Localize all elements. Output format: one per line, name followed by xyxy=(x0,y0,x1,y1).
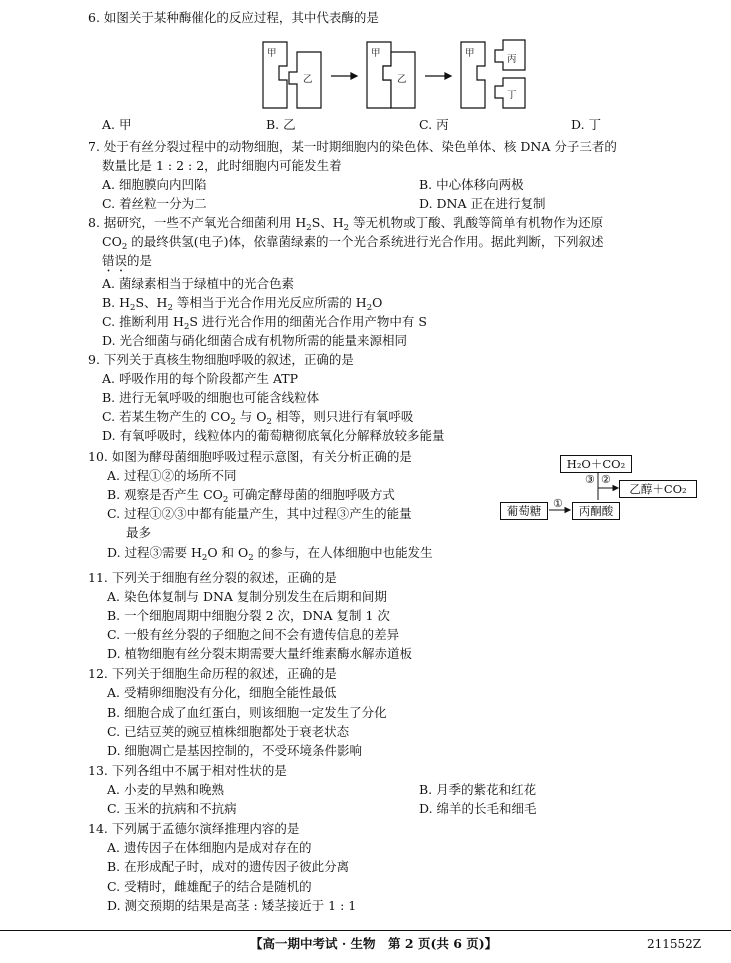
q12-stem: 12. 下列关于细胞生命历程的叙述，正确的是 xyxy=(88,666,337,681)
q12-option-d: D. 细胞凋亡是基因控制的，不受环境条件影响 xyxy=(107,743,363,758)
q7-option-d: D. DNA 正在进行复制 xyxy=(419,196,546,211)
q7-option-a: A. 细胞膜向内凹陷 xyxy=(102,177,207,192)
q13-option-d: D. 绵羊的长毛和细毛 xyxy=(419,801,537,816)
glucose-box: 葡萄糖 xyxy=(500,502,548,520)
q13-option-b: B. 月季的紫花和红花 xyxy=(419,782,537,797)
q9-option-c: C. 若某生物产生的 $CO_2$ 与 $O_2$ 相等，则只进行有氧呼吸 xyxy=(102,409,414,427)
q8-stem-line2: $CO_2$ 的最终供氢(电子)体，依靠菌绿素的一个光合系统进行光合作用。据此判断，下列叙述 xyxy=(102,234,604,252)
q9-option-a: A. 呼吸作用的每个阶段都产生 ATP xyxy=(102,371,299,386)
fig-label-jia: 甲 xyxy=(267,48,277,59)
q6-option-a: A. 甲 xyxy=(102,117,132,132)
q14-option-c: C. 受精时，雌雄配子的结合是随机的 xyxy=(107,879,312,894)
q7-stem-line2: 数量比是 1 : 2 : 2，此时细胞内可能发生着 xyxy=(102,158,342,173)
footer-code: 211552Z xyxy=(647,937,702,951)
q7-option-b: B. 中心体移向两极 xyxy=(419,177,524,192)
q10-option-a: A. 过程①②的场所不同 xyxy=(107,468,237,483)
q7-option-c: C. 着丝粒一分为二 xyxy=(102,196,207,211)
q13-option-c: C. 玉米的抗病和不抗病 xyxy=(107,801,237,816)
q10-option-c-line2: 最多 xyxy=(126,525,152,540)
q8-option-a: A. 菌绿素相当于绿植中的光合色素 xyxy=(102,276,294,291)
q11-option-b: B. 一个细胞周期中细胞分裂 2 次，DNA 复制 1 次 xyxy=(107,608,390,623)
q13-option-a: A. 小麦的早熟和晚熟 xyxy=(107,782,224,797)
q10-option-d: D. 过程③需要 $H_2O$ 和 $O_2$ 的参与，在人体细胞中也能发生 xyxy=(107,545,433,563)
fig-label-yi: 乙 xyxy=(303,74,313,85)
q9-option-d: D. 有氧呼吸时，线粒体内的葡萄糖彻底氧化分解释放较多能量 xyxy=(102,428,445,443)
q14-stem: 14. 下列属于孟德尔演绎推理内容的是 xyxy=(88,821,300,836)
q10-option-b: B. 观察是否产生 $CO_2$ 可确定酵母菌的细胞呼吸方式 xyxy=(107,487,395,505)
process-1-label: ① xyxy=(553,497,563,510)
q11-stem: 11. 下列关于细胞有丝分裂的叙述，正确的是 xyxy=(88,570,337,585)
q14-option-d: D. 测交预期的结果是高茎 : 矮茎接近于 1 : 1 xyxy=(107,898,357,913)
process-2-label: ② xyxy=(601,473,611,486)
q6-stem: 6. 如图关于某种酶催化的反应过程，其中代表酶的是 xyxy=(88,10,379,25)
q11-option-c: C. 一般有丝分裂的子细胞之间不会有遗传信息的差异 xyxy=(107,627,400,642)
fig-label-jia-2: 甲 xyxy=(371,48,381,59)
q11-option-d: D. 植物细胞有丝分裂末期需要大量纤维素酶水解赤道板 xyxy=(107,646,413,661)
q8-option-d: D. 光合细菌与硝化细菌合成有机物所需的能量来源相同 xyxy=(102,333,408,348)
h2o-co2-box: H₂O＋CO₂ xyxy=(560,455,632,473)
q7-stem-line1: 7. 处于有丝分裂过程中的动物细胞，某一时期细胞内的染色体、染色单体、核 DNA 分子三者的 xyxy=(88,139,617,154)
fig-label-jia-3: 甲 xyxy=(465,48,475,59)
q6-option-d: D. 丁 xyxy=(571,117,602,132)
q12-option-c: C. 已结豆荚的豌豆植株细胞都处于衰老状态 xyxy=(107,724,350,739)
q8-stem-line1: 8. 据研究，一些不产氧光合细菌利用 $H_2S$、$H_2$ 等无机物或丁酸、乳酸等简单有机物作为还原 xyxy=(88,215,604,233)
pyruvate-box: 丙酮酸 xyxy=(572,502,620,520)
fig-label-bing: 丙 xyxy=(507,54,517,65)
process-3-label: ③ xyxy=(585,473,595,486)
q12-option-b: B. 细胞合成了血红蛋白，则该细胞一定发生了分化 xyxy=(107,705,387,720)
q13-stem: 13. 下列各组中不属于相对性状的是 xyxy=(88,763,287,778)
q6-option-c: C. 丙 xyxy=(419,117,449,132)
fig-label-yi-2: 乙 xyxy=(397,74,407,85)
q9-option-b: B. 进行无氧呼吸的细胞也可能含线粒体 xyxy=(102,390,320,405)
q8-option-b: B. $H_2S$、$H_2$ 等相当于光合作用光反应所需的 $H_2O$ xyxy=(102,295,383,313)
footer-rule xyxy=(0,930,731,931)
fig-label-ding: 丁 xyxy=(507,90,517,101)
q12-option-a: A. 受精卵细胞没有分化，细胞全能性最低 xyxy=(107,685,337,700)
enzyme-reaction-figure xyxy=(255,36,545,116)
q11-option-a: A. 染色体复制与 DNA 复制分别发生在后期和间期 xyxy=(107,589,387,604)
q10-option-c-line1: C. 过程①②③中都有能量产生，其中过程③产生的能量 xyxy=(107,506,412,521)
q14-option-a: A. 遗传因子在体细胞内是成对存在的 xyxy=(107,840,312,855)
q8-option-c: C. 推断利用 $H_2S$ 进行光合作用的细菌光合作用产物中有 S xyxy=(102,314,427,332)
q8-stem-line3: 错误的是 xyxy=(102,253,153,268)
ethanol-co2-box: 乙醇＋CO₂ xyxy=(619,480,697,498)
q9-stem: 9. 下列关于真核生物细胞呼吸的叙述，正确的是 xyxy=(88,352,354,367)
q14-option-b: B. 在形成配子时，成对的遗传因子彼此分离 xyxy=(107,859,350,874)
q10-stem: 10. 如图为酵母菌细胞呼吸过程示意图，有关分析正确的是 xyxy=(88,449,412,464)
q6-option-b: B. 乙 xyxy=(266,117,296,132)
footer-page-info: 【高一期中考试 · 生物 第 2 页(共 6 页)】 xyxy=(250,936,498,951)
